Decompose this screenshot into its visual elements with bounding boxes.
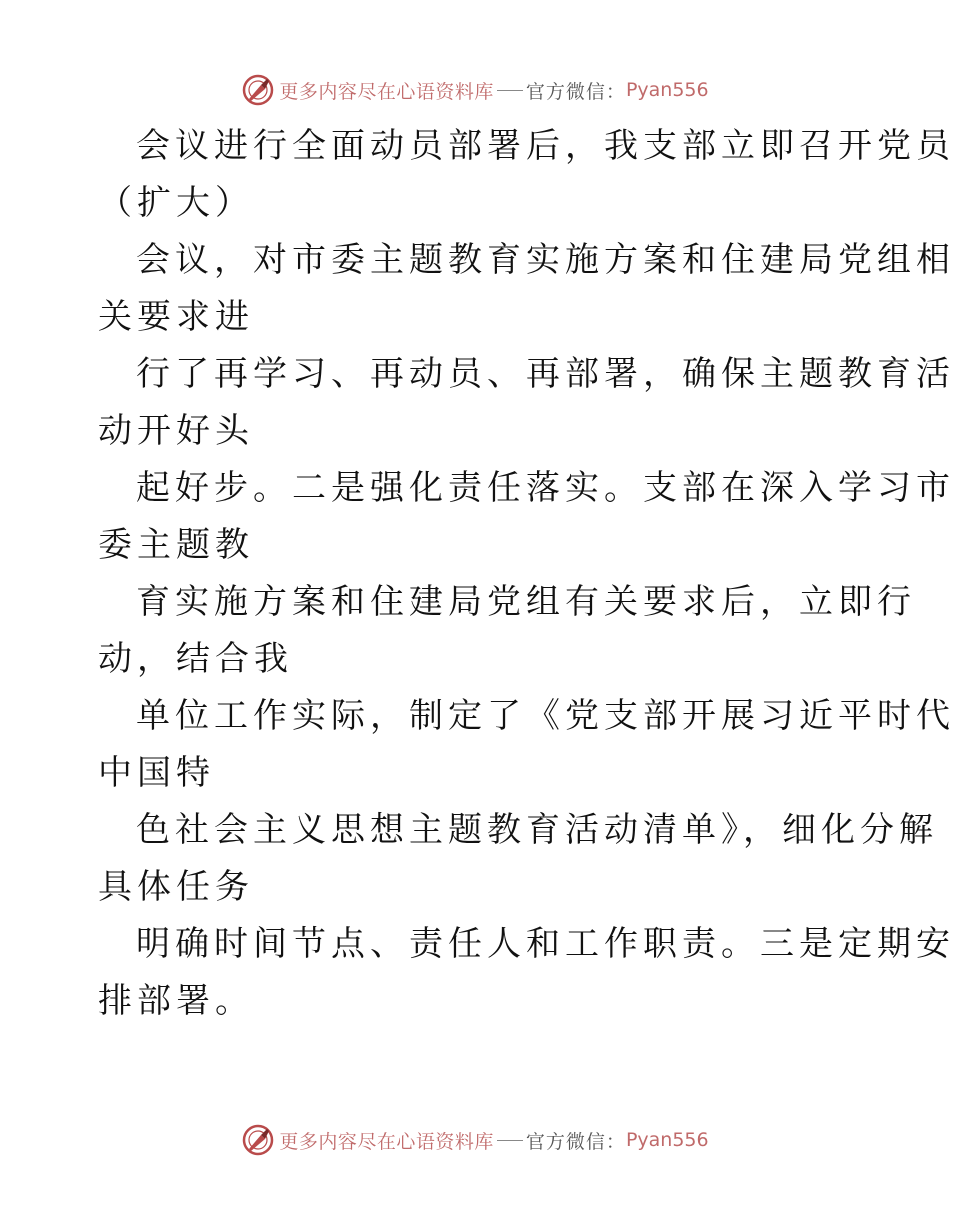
text-line: 起好步。二是强化责任落实。支部在深入学习市 [136, 468, 955, 508]
banner-subtitle: 官方微信： [525, 1130, 626, 1153]
pen-nib-logo-icon [241, 73, 275, 107]
banner-wechat-id: Pyan556 [625, 79, 709, 101]
banner-title: 更多内容尽在心语资料库 [279, 80, 494, 103]
text-line: 具体任务 [98, 867, 254, 907]
text-line: 色社会主义思想主题教育活动清单》，细化分解 [136, 810, 938, 850]
header-banner [0, 70, 950, 110]
text-line: 行了再学习、再动员、再部署，确保主题教育活 [136, 354, 955, 394]
text-line: 育实施方案和住建局党组有关要求后，立即行 [136, 582, 916, 622]
document-body [98, 118, 955, 1030]
banner-subtitle: 官方微信： [525, 80, 626, 103]
text-line: （扩大） [98, 183, 254, 223]
pen-nib-logo-icon [241, 1123, 275, 1157]
text-line: 委主题教 [98, 525, 254, 565]
footer-banner [0, 1120, 950, 1160]
text-line: 会议，对市委主题教育实施方案和住建局党组相 [136, 240, 955, 280]
text-line: 明确时间节点、责任人和工作职责。三是定期安 [136, 924, 955, 964]
text-line: 排部署。 [98, 981, 254, 1021]
text-line: 动，结合我 [98, 639, 293, 679]
text-line: 中国特 [98, 753, 215, 793]
banner-dash [497, 1140, 523, 1141]
banner-dash [497, 90, 523, 91]
text-line: 单位工作实际，制定了《党支部开展习近平时代 [136, 696, 955, 736]
banner-title: 更多内容尽在心语资料库 [279, 1130, 494, 1153]
banner-wechat-id: Pyan556 [625, 1129, 709, 1151]
text-line: 关要求进 [98, 297, 254, 337]
text-line: 动开好头 [98, 411, 254, 451]
text-line: 会议进行全面动员部署后，我支部立即召开党员 [136, 126, 955, 166]
